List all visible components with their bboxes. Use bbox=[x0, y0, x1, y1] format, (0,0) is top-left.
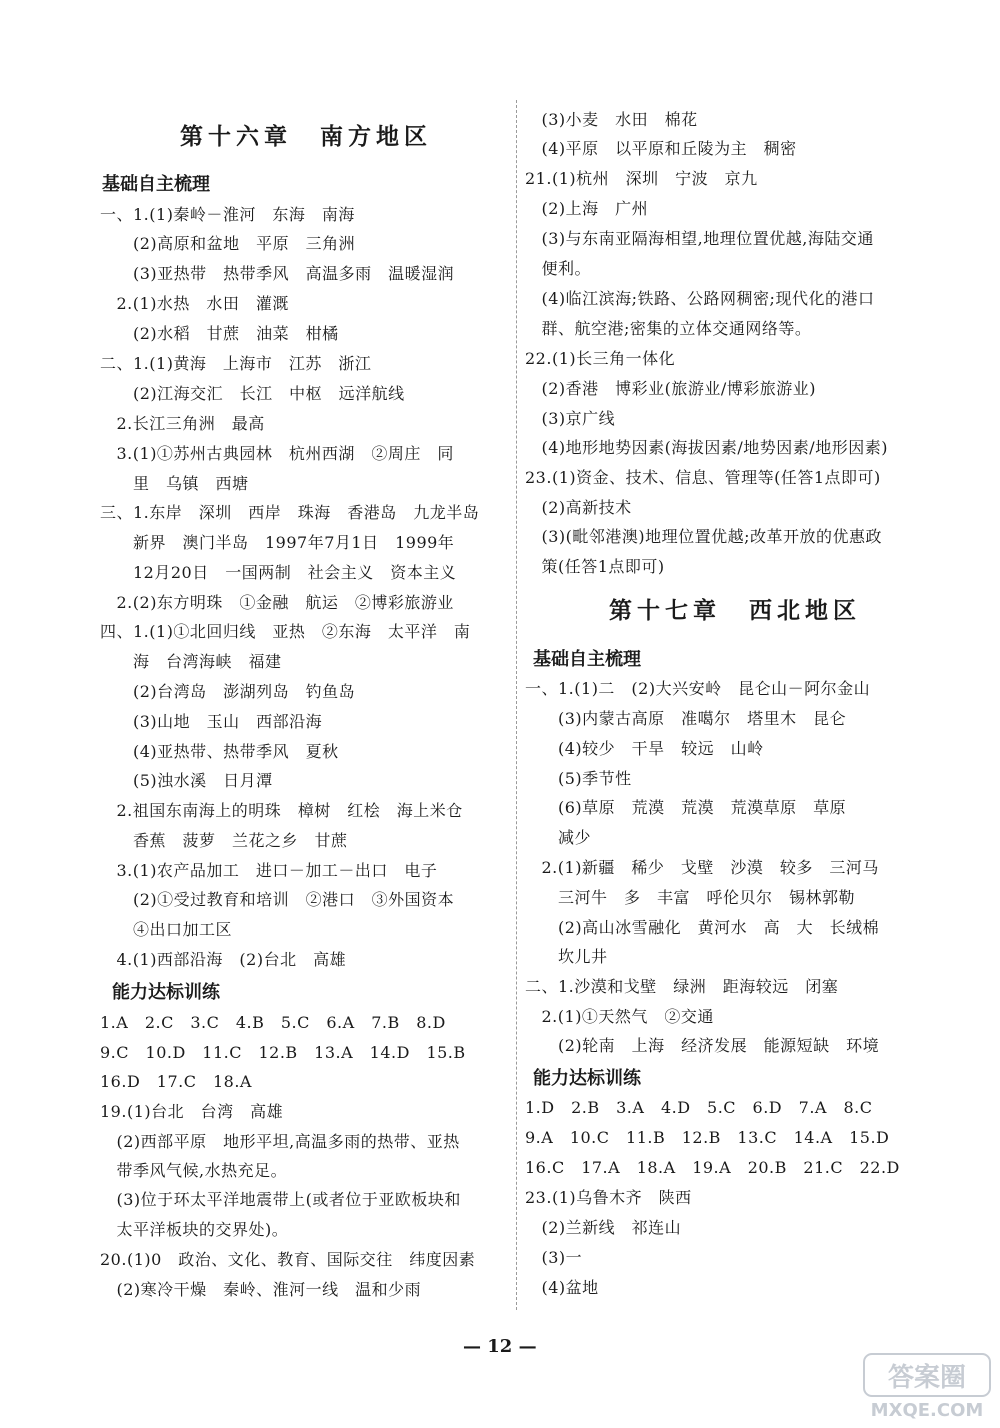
page-number: — 12 — bbox=[463, 1336, 537, 1357]
answer-line: (2)①受过教育和培训 ②港口 ③外国资本 bbox=[100, 890, 455, 909]
answer-line: 里 乌镇 西塘 bbox=[100, 474, 249, 493]
answer-line: 16.D 17.C 18.A bbox=[100, 1072, 252, 1091]
answer-line: (2)香港 博彩业(旅游业/博彩旅游业) bbox=[525, 379, 817, 398]
answer-line: 2.(1)新疆 稀少 戈壁 沙漠 较多 三河马 bbox=[525, 858, 879, 877]
chapter-17-title: 第十七章 西北地区 bbox=[609, 597, 861, 624]
answer-line: (3)(毗邻港澳)地理位置优越;改革开放的优惠政 bbox=[525, 527, 883, 546]
answer-line: 二、1.沙漠和戈壁 绿洲 距海较远 闭塞 bbox=[525, 977, 839, 996]
answer-line: 2.(1)水热 水田 灌溉 bbox=[100, 294, 289, 313]
answer-line: (2)水稻 甘蔗 油菜 柑橘 bbox=[100, 324, 339, 343]
answer-line: 23.(1)乌鲁木齐 陕西 bbox=[525, 1188, 692, 1207]
watermark-text: MXQE.COM bbox=[870, 1400, 984, 1421]
answer-line: 二、1.(1)黄海 上海市 江苏 浙江 bbox=[100, 354, 372, 373]
section-ability-training-title: 能力达标训练 bbox=[533, 1068, 641, 1089]
answer-line: 2.长江三角洲 最高 bbox=[100, 414, 265, 433]
answer-line: (2)高新技术 bbox=[525, 498, 632, 517]
answer-line: 21.(1)杭州 深圳 宁波 京九 bbox=[525, 169, 758, 188]
answer-line: 一、1.(1)二 (2)大兴安岭 昆仑山－阿尔金山 bbox=[525, 679, 871, 698]
section-basic-review-title: 基础自主梳理 bbox=[533, 649, 641, 670]
section-ability-training-title: 能力达标训练 bbox=[112, 982, 220, 1003]
answer-line: (2)高原和盆地 平原 三角洲 bbox=[100, 234, 356, 253]
column-divider bbox=[516, 100, 517, 1310]
watermark-logo bbox=[862, 1352, 992, 1422]
answer-line: 2.(1)①天然气 ②交通 bbox=[525, 1007, 714, 1026]
answer-line: (3)小麦 水田 棉花 bbox=[525, 110, 698, 129]
answer-line: 9.A 10.C 11.B 12.B 13.C 14.A 15.D bbox=[525, 1128, 890, 1147]
answer-line: (3)亚热带 热带季风 高温多雨 温暖湿润 bbox=[100, 264, 455, 283]
answer-line: 坎儿井 bbox=[525, 947, 608, 966]
answer-line: (5)季节性 bbox=[525, 769, 632, 788]
answer-line: (2)江海交汇 长江 中枢 远洋航线 bbox=[100, 384, 405, 403]
answer-line: (3)京广线 bbox=[525, 409, 616, 428]
answer-line: (3)内蒙古高原 准噶尔 塔里木 昆仑 bbox=[525, 709, 847, 728]
answer-line: (2)轮南 上海 经济发展 能源短缺 环境 bbox=[525, 1036, 880, 1055]
answer-line: 三、1.东岸 深圳 西岸 珠海 香港岛 九龙半岛 bbox=[100, 503, 480, 522]
answer-line: (3)山地 玉山 西部沿海 bbox=[100, 712, 323, 731]
answer-line: 策(任答1点即可) bbox=[525, 557, 665, 576]
answer-line: 19.(1)台北 台湾 高雄 bbox=[100, 1102, 284, 1121]
answer-line: (4)亚热带、热带季风 夏秋 bbox=[100, 742, 339, 761]
answer-line: (3)位于环太平洋地震带上(或者位于亚欧板块和 bbox=[100, 1190, 461, 1209]
answer-line: 3.(1)农产品加工 进口－加工－出口 电子 bbox=[100, 861, 438, 880]
answer-line: 三河牛 多 丰富 呼伦贝尔 锡林郭勒 bbox=[525, 888, 856, 907]
section-basic-review-title: 基础自主梳理 bbox=[102, 174, 210, 195]
answer-line: 3.(1)①苏州古典园林 杭州西湖 ②周庄 同 bbox=[100, 444, 454, 463]
watermark-glyphs: 答案圈 bbox=[887, 1363, 967, 1393]
answer-line: 太平洋板块的交界处)。 bbox=[100, 1220, 289, 1239]
answer-line: 16.C 17.A 18.A 19.A 20.B 21.C 22.D bbox=[525, 1158, 900, 1177]
answer-line: 2.(2)东方明珠 ①金融 航运 ②博彩旅游业 bbox=[100, 593, 454, 612]
answer-line: 9.C 10.D 11.C 12.B 13.A 14.D 15.B bbox=[100, 1043, 466, 1062]
answer-line: (4)平原 以平原和丘陵为主 稠密 bbox=[525, 139, 797, 158]
answer-line: (3)一 bbox=[525, 1248, 583, 1267]
answer-line: 一、1.(1)秦岭－淮河 东海 南海 bbox=[100, 205, 355, 224]
answer-line: 22.(1)长三角一体化 bbox=[525, 349, 676, 368]
answer-line: (2)西部平原 地形平坦,高温多雨的热带、亚热 bbox=[100, 1132, 460, 1151]
answer-line: (2)台湾岛 澎湖列岛 钓鱼岛 bbox=[100, 682, 356, 701]
answer-line: ④出口加工区 bbox=[100, 920, 233, 939]
answer-line: (3)与东南亚隔海相望,地理位置优越,海陆交通 bbox=[525, 229, 874, 248]
answer-line: 23.(1)资金、技术、信息、管理等(任答1点即可) bbox=[525, 468, 881, 487]
answer-line: 1.D 2.B 3.A 4.D 5.C 6.D 7.A 8.C bbox=[525, 1098, 873, 1117]
answer-line: 四、1.(1)①北回归线 亚热 ②东海 太平洋 南 bbox=[100, 622, 471, 641]
answer-line: (5)浊水溪 日月潭 bbox=[100, 771, 273, 790]
answer-line: 20.(1)0 政治、文化、教育、国际交往 纬度因素 bbox=[100, 1250, 476, 1269]
answer-line: 香蕉 菠萝 兰花之乡 甘蔗 bbox=[100, 831, 348, 850]
answer-line: 4.(1)西部沿海 (2)台北 高雄 bbox=[100, 950, 347, 969]
answer-line: 群、航空港;密集的立体交通网络等。 bbox=[525, 319, 812, 338]
answer-line: (4)盆地 bbox=[525, 1278, 599, 1297]
answer-line: (4)较少 干旱 较远 山岭 bbox=[525, 739, 764, 758]
answer-line: 新界 澳门半岛 1997年7月1日 1999年 bbox=[100, 533, 455, 552]
answer-line: 1.A 2.C 3.C 4.B 5.C 6.A 7.B 8.D bbox=[100, 1013, 446, 1032]
answer-line: (4)地形地势因素(海拔因素/地势因素/地形因素) bbox=[525, 438, 888, 457]
answer-line: (2)上海 广州 bbox=[525, 199, 649, 218]
answer-line: 减少 bbox=[525, 828, 592, 847]
answer-line: (2)高山冰雪融化 黄河水 高 大 长绒棉 bbox=[525, 918, 880, 937]
answer-line: (6)草原 荒漠 荒漠 荒漠草原 草原 bbox=[525, 798, 847, 817]
answer-line: 2.祖国东南海上的明珠 樟树 红桧 海上米仓 bbox=[100, 801, 463, 820]
answer-line: 便利。 bbox=[525, 259, 592, 278]
answer-line: 海 台湾海峡 福建 bbox=[100, 652, 282, 671]
chapter-16-title: 第十六章 南方地区 bbox=[180, 123, 432, 150]
answer-line: (2)兰新线 祁连山 bbox=[525, 1218, 682, 1237]
answer-line: 带季风气候,水热充足。 bbox=[100, 1161, 288, 1180]
answer-line: (2)寒冷干燥 秦岭、淮河一线 温和少雨 bbox=[100, 1280, 422, 1299]
answer-line: (4)临江滨海;铁路、公路网稠密;现代化的港口 bbox=[525, 289, 875, 308]
answer-line: 12月20日 一国两制 社会主义 资本主义 bbox=[100, 563, 457, 582]
